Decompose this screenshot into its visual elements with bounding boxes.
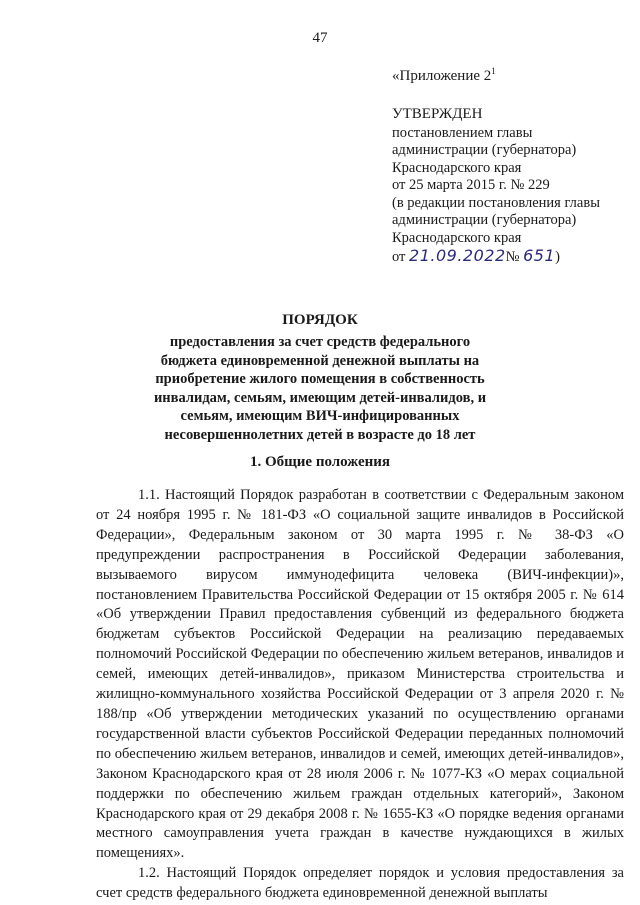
paragraph: 1.1. Настоящий Порядок разработан в соответствии с Федеральным законом от 24 ноября 1995 г. № 181-ФЗ «О социальной защите инвалидов в Российской Федерации», Федеральным законом от 30 марта 1995 г. № 38-ФЗ «О предупреждении распространения в Российской Федерации заболевания, вызываемого вирусом иммунодефицита человека (ВИЧ-инфекции)», постановлением Правительства Российской Федерации от 15 октября 2005 г. № 614 «Об утверждении Правил предоставления субвенций из федерального бюджета бюджетам субъектов Российской Федерации на реализацию передаваемых полномочий Российской Федерации по обеспечению жильем ветеранов, инвалидов и семей, имеющих детей-инвалидов», приказом Министерства строительства и жилищно-коммунального хозяйства Российской Федерации от 3 апреля 2020 г. № 188/пр «Об утверждении методических указаний по осуществлению органами государственной власти субъектов Российской Федерации переданных полномочий по обеспечению жильем ветеранов, инвалидов и семей, имеющих детей-инвалидов», Законом Краснодарского края от 28 июля 2006 г. № 1077-КЗ «О мерах социальной поддержки по обеспечению жильем граждан отдельных категорий», Законом Краснодарского края от 29 декабря 2008 г. № 1655-КЗ «О порядке ведения органами местного самоуправления учета граждан в качестве нуждающихся в жилых помещениях». xyxy=(96,487,624,862)
section-body xyxy=(96,486,624,904)
section-heading: 1. Общие положения xyxy=(249,454,391,470)
document-title: ПОРЯДОК xyxy=(282,312,358,328)
approval-line: администрации (губернатора) xyxy=(392,142,577,158)
handwritten-date: 21.09.2022 xyxy=(409,246,506,265)
handwritten-number: 651 xyxy=(523,246,556,265)
appendix-superscript: 1 xyxy=(491,66,496,76)
approval-sign-line xyxy=(392,247,632,267)
approval-line: Краснодарского края xyxy=(392,159,522,176)
approval-line: Краснодарского края xyxy=(392,229,522,246)
approval-line: администрации (губернатора) xyxy=(392,212,577,228)
approval-line: от 25 марта 2015 г. № 229 xyxy=(392,177,550,193)
appendix-label xyxy=(392,66,496,85)
sign-prefix: от xyxy=(392,249,406,265)
sign-suffix: ) xyxy=(555,249,560,265)
paragraph: 1.2. Настоящий Порядок определяет порядок и условия предоставления за счет средств федерального бюджета единовременной денежной выплаты xyxy=(96,865,624,902)
approval-heading: УТВЕРЖДЕН xyxy=(392,106,483,122)
approval-line: постановлением главы xyxy=(392,124,533,141)
appendix-text: «Приложение 2 xyxy=(392,68,492,84)
sign-number-label: № xyxy=(505,249,520,265)
document-subtitle: предоставления за счет средств федерального бюджета единовременной денежной выплаты на приобретение жилого помещения в собственность инвалидам, семьям, имеющим детей-инвалидов, и семьям, имеющим ВИЧ-инфицированных несовершеннолетних детей в возрасте до 18 лет xyxy=(153,334,487,443)
approval-line: (в редакции постановления главы xyxy=(392,194,600,211)
approval-block xyxy=(392,106,632,267)
page-number: 47 xyxy=(312,30,328,46)
